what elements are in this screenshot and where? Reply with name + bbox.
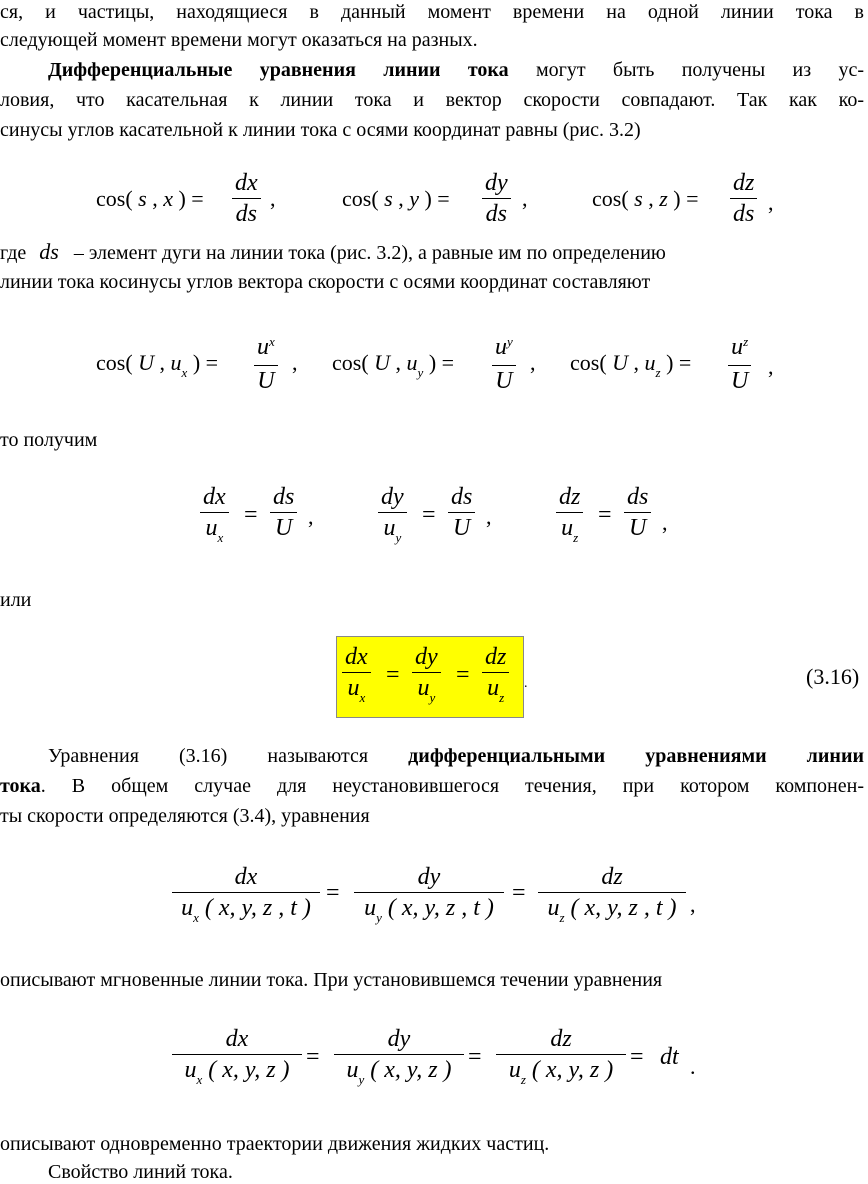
text-line-12: ты скорости определяются (3.4), уравнения: [0, 805, 370, 827]
text-line-11: тока. В общем случае для неустановившегося течения, при котором компонен-: [0, 775, 864, 797]
text-line-8: то получим: [0, 429, 98, 451]
text-line-6: где ds – элемент дуги на линии тока (рис. 3.2), а равные им по определению: [0, 239, 666, 264]
bold-term-streamline-equations: Дифференциальные уравнения линии тока: [48, 59, 509, 81]
text-line-15: Свойство линий тока.: [48, 1161, 233, 1183]
text-line-9: или: [0, 589, 32, 611]
text-line-7: линии тока косинусы углов вектора скорости с осями координат составляют: [0, 271, 651, 293]
text-line-3: [0, 58, 864, 82]
text-line-2: следующей момент времени могут оказаться на разных.: [0, 29, 478, 51]
math-ds: ds: [39, 239, 59, 264]
text-line-1: ся, и частицы, находящиеся в данный момент времени на одной линии тока в: [0, 1, 864, 23]
text-line-4: ловия, что касательная к линии тока и вектор скорости совпадают. Так как ко-: [0, 89, 864, 111]
text-line-3-rest: могут быть получены из ус-: [508, 59, 864, 81]
text-line-10: Уравнения (3.16) называются дифференциальными уравнениями линии: [48, 745, 864, 767]
document-page: ся, и частицы, находящиеся в данный момент времени на одной линии тока в следующей момент времени могут оказаться на разных. Дифференциальные уравнения линии тока могут быть получены из ус- ловия, что касательная к линии тока и вектор скорости совпадают. Так как ко- синусы углов касательной к линии тока с осями координат равны (рис. 3.2) cos( s , x ) = dx ds , cos( s , y ) = dy ds , cos( s , z ) = dz ds , где ds – элемент дуги на линии тока (рис. 3.2), а равные им по определению линии тока косинусы углов вектора скорости с осями координат составляют cos( U , $u_x$ ) = $u^x$ U , cos( U , $u_y$ ) = $u^y$ U , cos( U , $u_z$ ) = $u^z$ U , то получим dx $u_x$ = ds U , dy $u_y$ = ds U , dz $u_z$ = ds U , или dx $u_x$ = dy $u_y$ = dz $u_z$ . (3.16) Уравнения (3.16) называются дифференциальными уравнениями линии тока. В общем случае для неустановившегося течения, при котором компонен- ты скорости определяются (3.4), уравнения dx $u_x$ ( x, y, z , t ) = dy $u_y$ ( x, y, z , t ) = dz $u_z$ ( x, y, z , t ) , описывают мгновенные линии тока. При установившемся течении уравнения dx $u_x$ ( x, y, z ) = dy $u_y$ ( x, y, z ) = dz $u_z$ ( x, y, z ) = dt . описывают одновременно траектории движения жидких частиц. Свойство линий тока.: [0, 1, 864, 1183]
text-line-14: описывают одновременно траектории движения жидких частиц.: [0, 1133, 550, 1155]
equation-number: (3.16): [806, 664, 860, 689]
text-line-13: описывают мгновенные линии тока. При установившемся течении уравнения: [0, 969, 663, 991]
text-line-5: синусы углов касательной к линии тока с осями координат равны (рис. 3.2): [0, 119, 641, 141]
